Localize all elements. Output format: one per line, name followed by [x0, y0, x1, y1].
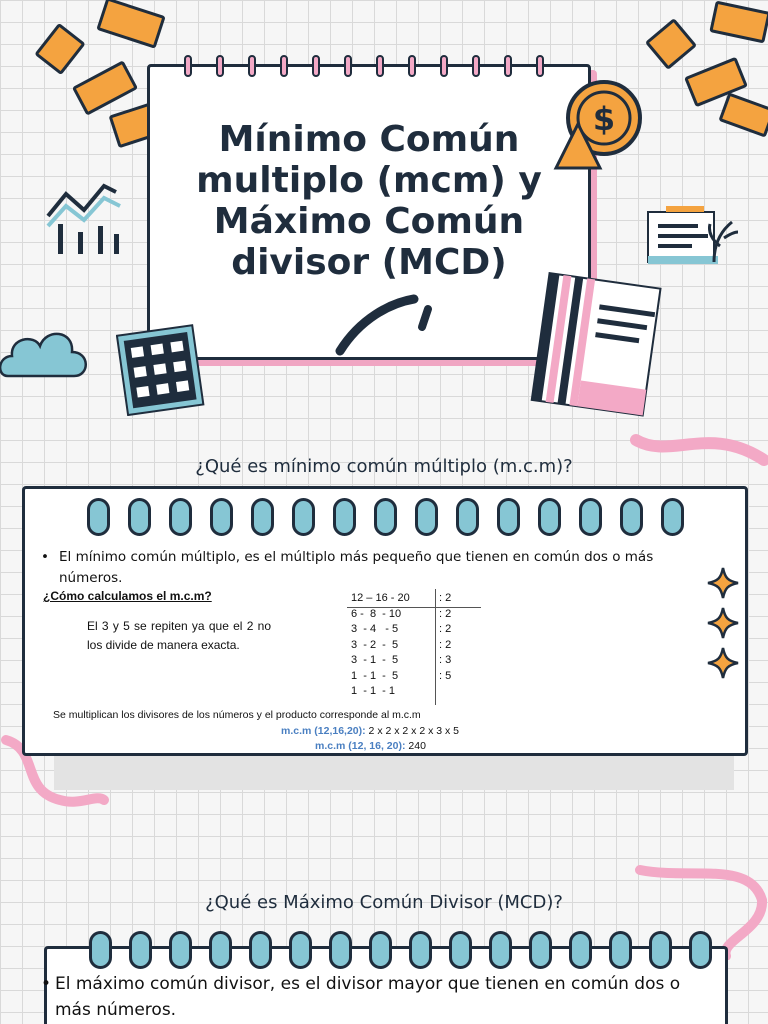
- notebook-ring-icon: [489, 931, 512, 969]
- cloud-icon: [0, 320, 88, 384]
- notebook-ring-icon: [333, 498, 356, 536]
- notebook-ring-icon: [292, 498, 315, 536]
- result-label: m.c.m (12, 16, 20):: [315, 740, 406, 752]
- money-bill-icon: [96, 0, 165, 49]
- notebook-ring-icon: [609, 931, 632, 969]
- money-bill-icon: [72, 60, 138, 115]
- notebook-ring-icon: [169, 498, 192, 536]
- notebook-ring-icon: [374, 498, 397, 536]
- notebook-ring-icon: [89, 931, 112, 969]
- table-cell: [439, 684, 479, 700]
- notebook-ring-icon: [449, 931, 472, 969]
- notebook-ring-icon: [289, 931, 312, 969]
- table-cell: 3 - 4 - 5: [351, 623, 399, 635]
- notebook-ring-icon: [579, 498, 602, 536]
- table-cell: 3 - 2 - 5: [351, 638, 399, 651]
- result-value: 2 x 2 x 2 x 2 x 3 x 5: [365, 725, 460, 737]
- table-cell: : 3: [439, 654, 452, 666]
- notebook-ring-icon: [251, 498, 274, 536]
- product-note: Se multiplican los divisores de los números y el producto corresponde al m.c.m: [53, 709, 421, 721]
- how-to-title: ¿Cómo calculamos el m.c.m?: [43, 589, 212, 603]
- explanation-text: El 3 y 5 se repiten ya que el 2 no los divide de manera exacta.: [87, 619, 271, 652]
- notebook-ring-icon: [249, 931, 272, 969]
- notebook-ring-icon: [129, 931, 152, 969]
- result-line-1: [281, 725, 459, 737]
- notebook-ring-icon: [210, 498, 233, 536]
- notebook-ring-icon: [456, 498, 479, 536]
- table-cell: : 2: [439, 607, 452, 620]
- notebook-ring-icon: [209, 931, 232, 969]
- table-cell: : 2: [439, 592, 452, 604]
- money-bill-icon: [709, 1, 768, 44]
- mcm-question: ¿Qué es mínimo común múltiplo (m.c.m)?: [195, 456, 573, 477]
- star-icon: [706, 646, 740, 680]
- table-cell: : 2: [439, 638, 452, 651]
- mcd-question: ¿Qué es Máximo Común Divisor (MCD)?: [205, 892, 563, 913]
- notebook-ring-icon: [409, 931, 432, 969]
- mcd-definition: • El máximo común divisor, es el divisor mayor que tienen en común dos o más números.: [41, 974, 681, 1020]
- table-cell: 1 - 1 - 1: [351, 685, 396, 697]
- stock-chart-icon: [44, 176, 126, 260]
- star-icon: [706, 606, 740, 640]
- mcd-card: [41, 946, 728, 1024]
- mcm-definition: • El mínimo común múltiplo, es el múltiplo más pequeño que tienen en común dos o más números.: [41, 549, 654, 586]
- brush-stroke-icon: [330, 289, 450, 359]
- result-line-2: [315, 740, 426, 752]
- result-value: 240: [405, 740, 426, 752]
- notebook-ring-icon: [538, 498, 561, 536]
- notebook-ring-icon: [497, 498, 520, 536]
- table-cell: 1 - 1 - 5: [351, 669, 399, 682]
- notebook-ring-icon: [661, 498, 684, 536]
- table-divisors-column: [439, 591, 479, 700]
- notebook-ring-icon: [620, 498, 643, 536]
- mcm-card: [22, 486, 748, 756]
- notebook-ring-icon: [87, 498, 110, 536]
- svg-text:$: $: [592, 100, 616, 138]
- notebook-ring-icon: [329, 931, 352, 969]
- striped-paper-icon: [524, 272, 664, 418]
- notebook-ring-icon: [689, 931, 712, 969]
- star-icon: [706, 566, 740, 600]
- money-bill-icon: [645, 18, 697, 70]
- dollar-coin-icon: [548, 76, 644, 172]
- table-cell: 3 - 1 - 5: [351, 654, 399, 666]
- document-plant-icon: [644, 202, 740, 268]
- money-bill-icon: [718, 92, 768, 137]
- page-title: Mínimo Común multiplo (mcm) y Máximo Común divisor (MCD): [196, 119, 542, 283]
- notebook-ring-icon: [415, 498, 438, 536]
- calculator-icon: [116, 322, 206, 416]
- table-cell: 12 – 16 - 20: [351, 592, 410, 604]
- notebook-ring-icon: [128, 498, 151, 536]
- result-label: m.c.m (12,16,20):: [281, 725, 366, 737]
- money-bill-icon: [34, 23, 85, 75]
- notebook-ring-icon: [529, 931, 552, 969]
- table-cell: : 2: [439, 623, 452, 635]
- table-cell: : 5: [439, 669, 452, 682]
- table-cell: 6 - 8 - 10: [351, 607, 402, 620]
- notebook-ring-icon: [369, 931, 392, 969]
- notebook-ring-icon: [569, 931, 592, 969]
- notebook-ring-icon: [169, 931, 192, 969]
- notebook-ring-icon: [649, 931, 672, 969]
